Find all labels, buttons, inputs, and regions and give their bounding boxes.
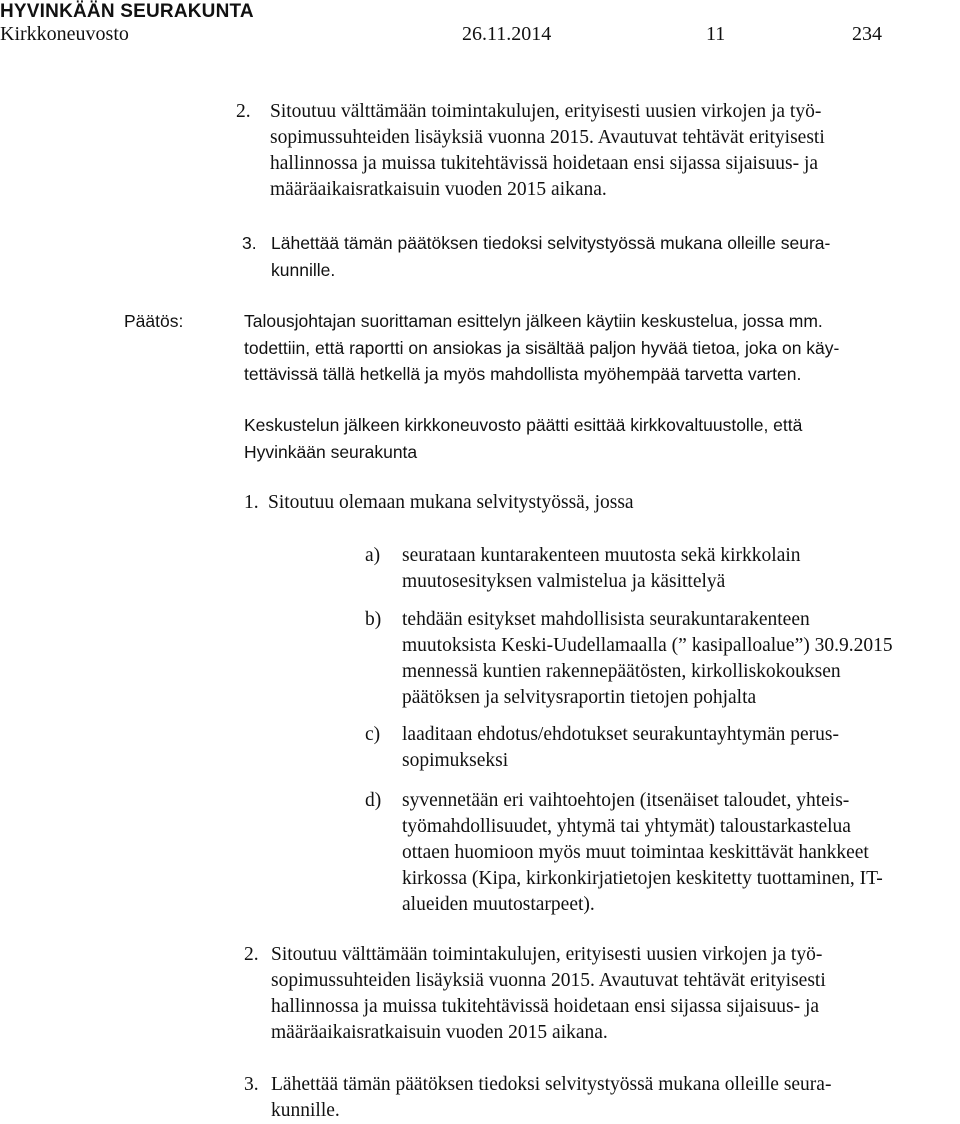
- meeting-body: Kirkkoneuvosto: [0, 23, 129, 45]
- text-line: määräaikaisratkaisuin vuoden 2015 aikana.: [270, 179, 607, 200]
- sub-item-b-text: [402, 607, 893, 711]
- text-line: Lähettää tämän päätöksen tiedoksi selvitystyössä mukana olleille seura-: [271, 1074, 832, 1095]
- text-line: syvennetään eri vaihtoehtojen (itsenäiset taloudet, yhteis-: [402, 790, 850, 811]
- decision-item-1-text: Sitoutuu olemaan mukana selvitystyössä, jossa: [268, 492, 634, 513]
- text-line: määräaikaisratkaisuin vuoden 2015 aikana.: [271, 1022, 608, 1043]
- sub-item-b-letter: b): [365, 609, 382, 630]
- text-line: todettiin, että raportti on ansiokas ja sisältää paljon hyvää tietoa, joka on käy-: [244, 337, 840, 358]
- text-line: sopimussuhteiden lisäyksiä vuonna 2015. Avautuvat tehtävät erityisesti: [270, 127, 825, 148]
- top-item-2-number: 2.: [236, 101, 251, 122]
- bottom-item-3-text: [271, 1072, 831, 1124]
- sub-item-c-text: [402, 722, 839, 774]
- decision-label: Päätös:: [124, 311, 184, 331]
- text-line: Lähettää tämän päätöksen tiedoksi selvitystyössä mukana olleille seura-: [271, 233, 831, 253]
- text-line: sopimussuhteiden lisäyksiä vuonna 2015. Avautuvat tehtävät erityisesti: [271, 970, 826, 991]
- text-line: muutoksista Keski-Uudellamaalla (” kasipalloalue”) 30.9.2015: [402, 635, 893, 656]
- text-line: päätöksen ja selvitysraportin tietojen pohjalta: [402, 687, 757, 708]
- text-line: Sitoutuu välttämään toimintakulujen, erityisesti uusien virkojen ja työ-: [270, 101, 822, 122]
- text-line: mennessä kuntien rakennepäätösten, kirkolliskokouksen: [402, 661, 841, 682]
- sub-item-a-text: [402, 543, 801, 595]
- decision-item-1-number: 1.: [244, 492, 259, 513]
- organization-name: HYVINKÄÄN SEURAKUNTA: [0, 1, 254, 22]
- text-line: laaditaan ehdotus/ehdotukset seurakuntayhtymän perus-: [402, 724, 839, 745]
- text-line: seurataan kuntarakenteen muutosta sekä kirkkolain: [402, 545, 801, 566]
- top-item-3-text: [271, 230, 830, 283]
- meeting-date: 26.11.2014: [462, 23, 552, 45]
- text-line: alueiden muutostarpeet).: [402, 894, 595, 915]
- text-line: hallinnossa ja muissa tukitehtävissä hoidetaan ensi sijassa sijaisuus- ja: [271, 996, 820, 1017]
- text-line: Hyvinkään seurakunta: [244, 441, 418, 462]
- text-line: Talousjohtajan suorittaman esittelyn jälkeen käytiin keskustelua, jossa mm.: [244, 311, 823, 331]
- sub-item-a-letter: a): [365, 545, 381, 566]
- bottom-item-3-number: 3.: [244, 1074, 259, 1095]
- text-line: sopimukseksi: [402, 750, 509, 771]
- text-line: Keskustelun jälkeen kirkkoneuvosto päätti esittää kirkkovaltuustolle, että: [244, 415, 803, 435]
- text-line: kunnille.: [271, 1100, 340, 1121]
- text-line: kunnille.: [271, 259, 336, 280]
- text-line: tehdään esitykset mahdollisista seurakuntarakenteen: [402, 609, 810, 630]
- text-line: tettävissä tällä hetkellä ja myös mahdollista myöhempää tarvetta varten.: [244, 364, 802, 384]
- page-number: 234: [852, 23, 882, 45]
- text-line: ottaen huomioon myös muut toimintaa keskittävät hankkeet: [402, 842, 869, 863]
- bottom-item-2-text: [271, 942, 826, 1046]
- text-line: työmahdollisuudet, yhtymä tai yhtymät) taloustarkastelua: [402, 816, 851, 837]
- text-line: hallinnossa ja muissa tukitehtävissä hoidetaan ensi sijassa sijaisuus- ja: [270, 153, 819, 174]
- top-item-3-number: 3.: [242, 233, 257, 253]
- decision-paragraph-2: [244, 412, 802, 465]
- top-item-2-text: [270, 99, 825, 203]
- sub-item-d-text: [402, 788, 883, 918]
- bottom-item-2-number: 2.: [244, 944, 259, 965]
- text-line: muutosesityksen valmistelua ja käsittelyä: [402, 571, 726, 592]
- text-line: kirkossa (Kipa, kirkonkirjatietojen keskitetty tuottaminen, IT-: [402, 868, 883, 889]
- sub-item-c-letter: c): [365, 724, 381, 745]
- text-line: Sitoutuu välttämään toimintakulujen, erityisesti uusien virkojen ja työ-: [271, 944, 823, 965]
- decision-paragraph-1: [244, 308, 839, 388]
- sub-item-d-letter: d): [365, 790, 382, 811]
- section-number: 11: [706, 23, 726, 45]
